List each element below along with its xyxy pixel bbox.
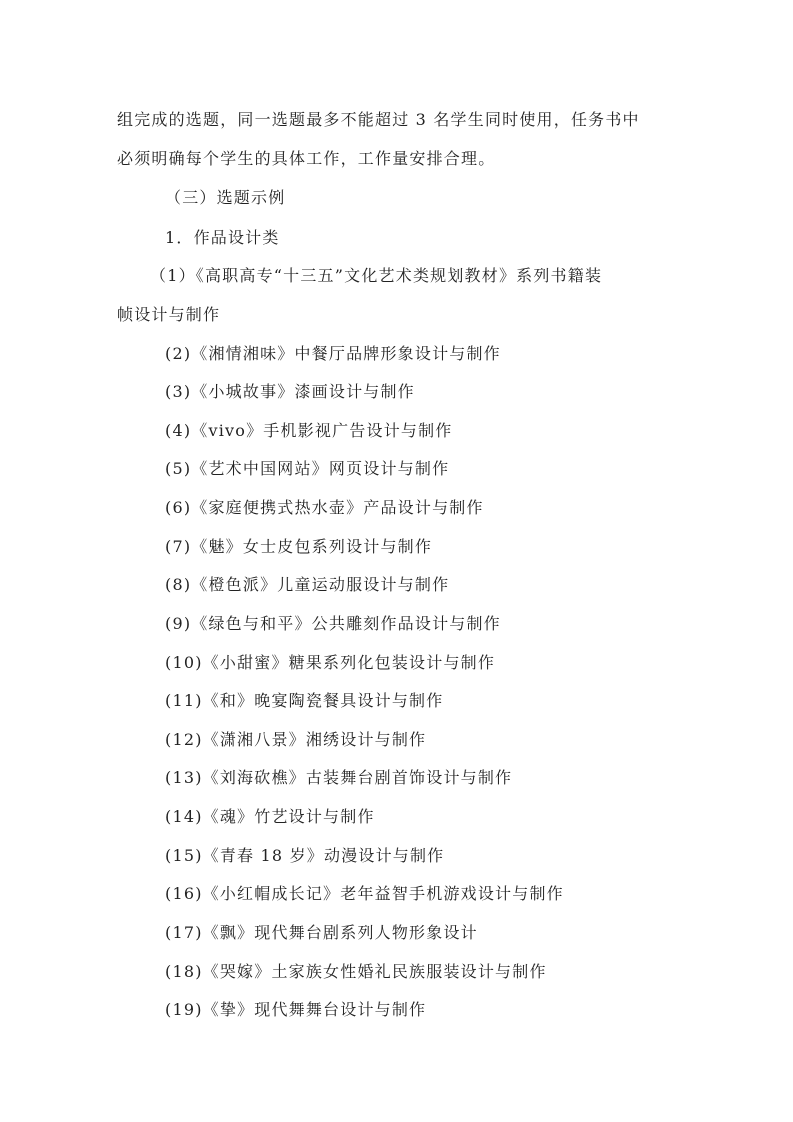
list-item-1-line-1: （1）《高职高专“十三五”文化艺术类规划教材》系列书籍装 bbox=[150, 266, 603, 285]
intro-line-2: 必须明确每个学生的具体工作，工作量安排合理。 bbox=[117, 149, 496, 168]
list-item: (16)《小红帽成长记》老年益智手机游戏设计与制作 bbox=[165, 884, 564, 903]
list-item: (18)《哭嫁》土家族女性婚礼民族服装设计与制作 bbox=[165, 962, 547, 981]
list-item: (7)《魅》女士皮包系列设计与制作 bbox=[165, 537, 433, 556]
list-item: (3)《小城故事》漆画设计与制作 bbox=[165, 382, 415, 401]
list-item: (13)《刘海砍樵》古装舞台剧首饰设计与制作 bbox=[165, 768, 513, 787]
subsection-heading: 1．作品设计类 bbox=[165, 228, 280, 247]
list-item: (15)《青春 18 岁》动漫设计与制作 bbox=[165, 846, 445, 865]
list-item: (10)《小甜蜜》糖果系列化包装设计与制作 bbox=[165, 653, 496, 672]
list-item: (19)《挚》现代舞舞台设计与制作 bbox=[165, 1000, 427, 1019]
list-item: (5)《艺术中国网站》网页设计与制作 bbox=[165, 459, 450, 478]
list-item: (17)《飘》现代舞台剧系列人物形象设计 bbox=[165, 923, 478, 942]
list-item: (4)《vivo》手机影视广告设计与制作 bbox=[165, 421, 453, 440]
list-item: (11)《和》晚宴陶瓷餐具设计与制作 bbox=[165, 691, 444, 710]
list-item: (2)《湘情湘味》中餐厅品牌形象设计与制作 bbox=[165, 344, 501, 363]
list-item: (14)《魂》竹艺设计与制作 bbox=[165, 807, 375, 826]
list-item: (12)《潇湘八景》湘绣设计与制作 bbox=[165, 730, 427, 749]
list-item: (8)《橙色派》儿童运动服设计与制作 bbox=[165, 575, 450, 594]
section-heading: （三）选题示例 bbox=[165, 188, 286, 207]
list-item: (9)《绿色与和平》公共雕刻作品设计与制作 bbox=[165, 614, 501, 633]
list-item-1-line-2: 帧设计与制作 bbox=[117, 305, 221, 324]
list-item: (6)《家庭便携式热水壶》产品设计与制作 bbox=[165, 498, 484, 517]
intro-line-1: 组完成的选题，同一选题最多不能超过 3 名学生同时使用，任务书中 bbox=[117, 110, 640, 129]
